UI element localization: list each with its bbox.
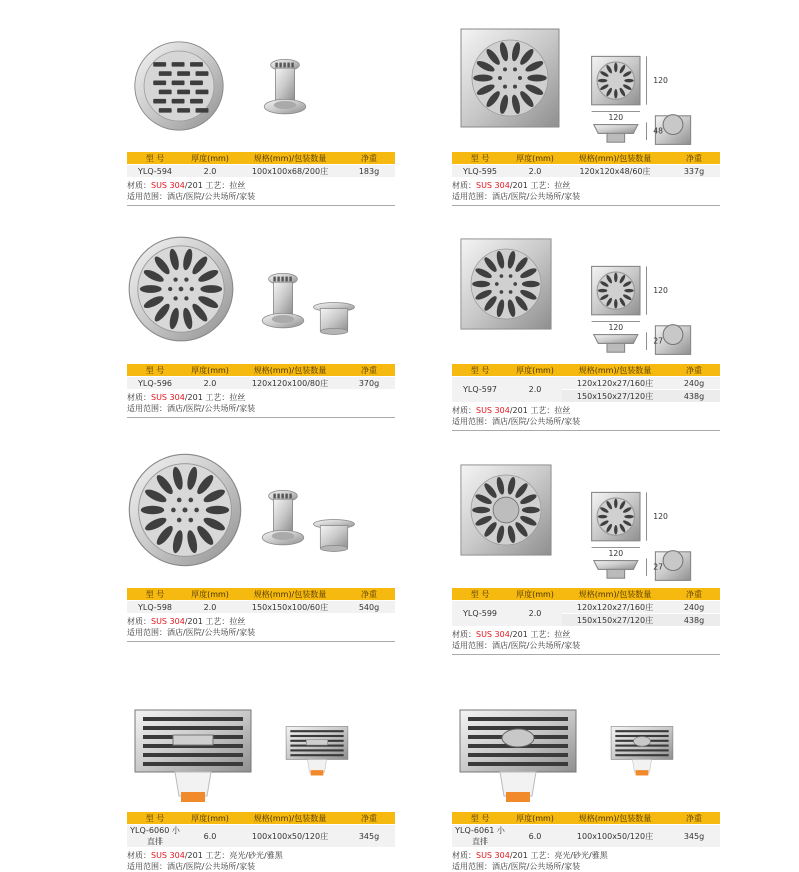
spec-cell: 120x120x27/160庄 bbox=[562, 377, 668, 390]
craft-value: 拉丝 bbox=[229, 393, 246, 402]
spec-cell: 120x120x27/160庄 bbox=[562, 601, 668, 614]
material-grade: SUS 304 bbox=[476, 630, 510, 639]
product-images bbox=[452, 700, 720, 810]
scope-label: 适用范围： bbox=[452, 862, 492, 871]
weight-cell: 438g bbox=[668, 614, 720, 627]
material-line bbox=[127, 616, 395, 627]
spec-header-row bbox=[452, 588, 720, 601]
divider bbox=[127, 205, 395, 206]
spec-table bbox=[127, 588, 395, 613]
dimension-drawing bbox=[584, 488, 696, 598]
model-header: 型 号 bbox=[452, 812, 508, 825]
round-grate-image bbox=[127, 452, 243, 568]
dimension-drawing bbox=[584, 52, 696, 162]
round-grate-image bbox=[127, 235, 235, 343]
scope-line bbox=[452, 640, 720, 651]
spec-table bbox=[452, 588, 720, 626]
model-header: 型 号 bbox=[127, 812, 183, 825]
dim-width-label: 120 bbox=[608, 323, 624, 333]
scope-value: 酒店/医院/公共场所/家装 bbox=[167, 628, 256, 637]
material-grade: SUS 304 bbox=[476, 851, 510, 860]
scope-line bbox=[127, 403, 395, 414]
table-row bbox=[452, 377, 720, 390]
material-label: 材质： bbox=[452, 406, 476, 415]
craft-label: 工艺： bbox=[530, 630, 555, 639]
thickness-header: 厚度(mm) bbox=[183, 152, 237, 165]
spec-cell: 150x150x27/120庄 bbox=[562, 614, 668, 627]
scope-label: 适用范围： bbox=[127, 628, 167, 637]
material-alt-grade: /201 bbox=[509, 181, 528, 190]
material-alt-grade: /201 bbox=[184, 181, 203, 190]
material-line bbox=[452, 850, 720, 861]
weight-header: 净重 bbox=[343, 152, 395, 165]
spec-table-block bbox=[127, 364, 395, 418]
thickness-header: 厚度(mm) bbox=[508, 364, 562, 377]
model-header: 型 号 bbox=[452, 588, 508, 601]
scope-label: 适用范围： bbox=[452, 417, 492, 426]
divider bbox=[127, 417, 395, 418]
thickness-cell: 2.0 bbox=[183, 377, 237, 390]
material-grade: SUS 304 bbox=[151, 617, 185, 626]
dim-height-label: 120 bbox=[653, 75, 668, 85]
thickness-header: 厚度(mm) bbox=[508, 588, 562, 601]
spec-header: 规格(mm)/包装数量 bbox=[562, 152, 668, 165]
craft-label: 工艺： bbox=[530, 406, 555, 415]
material-label: 材质： bbox=[127, 851, 151, 860]
table-row bbox=[452, 825, 720, 848]
divider bbox=[452, 430, 720, 431]
material-grade: SUS 304 bbox=[476, 181, 510, 190]
spec-header: 规格(mm)/包装数量 bbox=[562, 364, 668, 377]
scope-label: 适用范围： bbox=[127, 192, 167, 201]
model-cell: YLQ-594 bbox=[127, 165, 183, 178]
thickness-cell: 2.0 bbox=[508, 601, 562, 627]
trap-core-image bbox=[261, 56, 309, 122]
model-cell: YLQ-596 bbox=[127, 377, 183, 390]
scope-line bbox=[452, 861, 720, 872]
linear-drain-image bbox=[133, 708, 253, 808]
scope-value: 酒店/医院/公共场所/家装 bbox=[167, 862, 256, 871]
model-header: 型 号 bbox=[452, 152, 508, 165]
material-alt-grade: /201 bbox=[184, 617, 203, 626]
thickness-header: 厚度(mm) bbox=[183, 588, 237, 601]
product-images bbox=[452, 464, 720, 574]
spec-table-block bbox=[452, 364, 720, 431]
spec-header-row bbox=[127, 588, 395, 601]
deodorant-can-image bbox=[311, 301, 357, 339]
scope-value: 酒店/医院/公共场所/家装 bbox=[167, 192, 256, 201]
scope-label: 适用范围： bbox=[127, 862, 167, 871]
product-images bbox=[127, 452, 395, 562]
scope-value: 酒店/医院/公共场所/家装 bbox=[167, 404, 256, 413]
spec-table bbox=[127, 812, 395, 847]
model-header: 型 号 bbox=[127, 364, 183, 377]
thickness-cell: 2.0 bbox=[508, 377, 562, 403]
material-grade: SUS 304 bbox=[151, 181, 185, 190]
weight-cell: 183g bbox=[343, 165, 395, 178]
material-alt-grade: /201 bbox=[509, 851, 528, 860]
model-header: 型 号 bbox=[452, 364, 508, 377]
material-label: 材质： bbox=[452, 630, 476, 639]
material-grade: SUS 304 bbox=[151, 851, 185, 860]
model-cell: YLQ-598 bbox=[127, 601, 183, 614]
craft-label: 工艺： bbox=[205, 393, 230, 402]
spec-cell: 100x100x50/120庄 bbox=[562, 825, 668, 848]
spec-header: 规格(mm)/包装数量 bbox=[562, 588, 668, 601]
material-line bbox=[127, 180, 395, 191]
spec-header-row bbox=[452, 812, 720, 825]
scope-value: 酒店/医院/公共场所/家装 bbox=[492, 417, 581, 426]
material-line bbox=[127, 850, 395, 861]
spec-header-row bbox=[452, 152, 720, 165]
craft-label: 工艺： bbox=[205, 181, 230, 190]
weight-header: 净重 bbox=[668, 588, 720, 601]
spec-table-block bbox=[127, 152, 395, 206]
divider bbox=[127, 641, 395, 642]
product-images bbox=[127, 235, 395, 345]
scope-line bbox=[127, 191, 395, 202]
material-alt-grade: /201 bbox=[184, 851, 203, 860]
scope-line bbox=[127, 861, 395, 872]
material-label: 材质： bbox=[452, 181, 476, 190]
material-line bbox=[452, 629, 720, 640]
spec-table-block bbox=[452, 588, 720, 655]
table-row bbox=[452, 165, 720, 178]
craft-value: 拉丝 bbox=[229, 181, 246, 190]
divider bbox=[452, 205, 720, 206]
model-cell: YLQ-6060 小直排 bbox=[127, 825, 183, 848]
spec-header-row bbox=[127, 812, 395, 825]
scope-value: 酒店/医院/公共场所/家装 bbox=[492, 862, 581, 871]
scope-line bbox=[127, 627, 395, 638]
dim-depth-label: 48 bbox=[653, 126, 663, 136]
weight-header: 净重 bbox=[343, 812, 395, 825]
dim-depth-label: 27 bbox=[653, 336, 663, 346]
material-alt-grade: /201 bbox=[509, 630, 528, 639]
thickness-header: 厚度(mm) bbox=[508, 152, 562, 165]
spec-table-block bbox=[452, 152, 720, 206]
spec-table bbox=[452, 152, 720, 177]
spec-cell: 100x100x50/120庄 bbox=[237, 825, 343, 848]
scope-label: 适用范围： bbox=[452, 641, 492, 650]
weight-cell: 337g bbox=[668, 165, 720, 178]
craft-label: 工艺： bbox=[530, 851, 555, 860]
weight-cell: 438g bbox=[668, 390, 720, 403]
model-cell: YLQ-599 bbox=[452, 601, 508, 627]
weight-cell: 240g bbox=[668, 601, 720, 614]
product-images bbox=[452, 238, 720, 348]
scope-label: 适用范围： bbox=[452, 192, 492, 201]
craft-label: 工艺： bbox=[205, 851, 230, 860]
spec-table bbox=[452, 364, 720, 402]
spec-cell: 120x120x100/80庄 bbox=[237, 377, 343, 390]
dim-height-label: 120 bbox=[653, 285, 668, 295]
product-images bbox=[127, 40, 395, 150]
product-images bbox=[127, 700, 395, 810]
weight-cell: 370g bbox=[343, 377, 395, 390]
material-label: 材质： bbox=[127, 181, 151, 190]
table-row bbox=[452, 601, 720, 614]
spec-header: 规格(mm)/包装数量 bbox=[562, 812, 668, 825]
thickness-cell: 2.0 bbox=[183, 165, 237, 178]
spec-header: 规格(mm)/包装数量 bbox=[237, 364, 343, 377]
table-row bbox=[127, 825, 395, 848]
scope-line bbox=[452, 416, 720, 427]
material-grade: SUS 304 bbox=[151, 393, 185, 402]
spec-header: 规格(mm)/包装数量 bbox=[237, 152, 343, 165]
weight-header: 净重 bbox=[668, 812, 720, 825]
thickness-header: 厚度(mm) bbox=[508, 812, 562, 825]
spec-header: 规格(mm)/包装数量 bbox=[237, 812, 343, 825]
thickness-cell: 2.0 bbox=[183, 601, 237, 614]
divider bbox=[452, 654, 720, 655]
material-label: 材质： bbox=[452, 851, 476, 860]
scope-value: 酒店/医院/公共场所/家装 bbox=[492, 641, 581, 650]
table-row bbox=[127, 601, 395, 614]
table-row bbox=[127, 165, 395, 178]
thickness-cell: 6.0 bbox=[508, 825, 562, 848]
spec-header-row bbox=[452, 364, 720, 377]
spec-header-row bbox=[127, 152, 395, 165]
craft-value: 亮光/砂光/雅黑 bbox=[554, 851, 608, 860]
spec-table bbox=[127, 152, 395, 177]
material-label: 材质： bbox=[127, 393, 151, 402]
square-grate-image bbox=[460, 238, 552, 330]
model-header: 型 号 bbox=[127, 152, 183, 165]
linear-drain-parts-image bbox=[610, 724, 674, 780]
thickness-header: 厚度(mm) bbox=[183, 364, 237, 377]
spec-table-block bbox=[127, 812, 395, 872]
thickness-cell: 2.0 bbox=[508, 165, 562, 178]
material-grade: SUS 304 bbox=[476, 406, 510, 415]
material-line bbox=[127, 392, 395, 403]
spec-table-block bbox=[127, 588, 395, 642]
weight-header: 净重 bbox=[668, 152, 720, 165]
scope-line bbox=[452, 191, 720, 202]
dim-height-label: 120 bbox=[653, 511, 668, 521]
thickness-header: 厚度(mm) bbox=[183, 812, 237, 825]
spec-table bbox=[452, 812, 720, 847]
weight-header: 净重 bbox=[343, 364, 395, 377]
scope-value: 酒店/医院/公共场所/家装 bbox=[492, 192, 581, 201]
craft-value: 拉丝 bbox=[554, 630, 571, 639]
dim-width-label: 120 bbox=[608, 549, 624, 559]
product-images bbox=[452, 28, 720, 138]
thickness-cell: 6.0 bbox=[183, 825, 237, 848]
spec-table bbox=[127, 364, 395, 389]
weight-cell: 540g bbox=[343, 601, 395, 614]
craft-value: 亮光/砂光/雅黑 bbox=[229, 851, 283, 860]
weight-cell: 240g bbox=[668, 377, 720, 390]
material-line bbox=[452, 405, 720, 416]
dim-width-label: 120 bbox=[608, 113, 624, 123]
square-grate-image bbox=[460, 464, 552, 556]
craft-value: 拉丝 bbox=[229, 617, 246, 626]
weight-header: 净重 bbox=[343, 588, 395, 601]
spec-header-row bbox=[127, 364, 395, 377]
weight-header: 净重 bbox=[668, 364, 720, 377]
weight-cell: 345g bbox=[343, 825, 395, 848]
spec-table-block bbox=[452, 812, 720, 872]
spec-cell: 120x120x48/60庄 bbox=[562, 165, 668, 178]
model-cell: YLQ-595 bbox=[452, 165, 508, 178]
dim-depth-label: 27 bbox=[653, 562, 663, 572]
craft-value: 拉丝 bbox=[554, 406, 571, 415]
deodorant-can-image bbox=[311, 518, 357, 556]
craft-value: 拉丝 bbox=[554, 181, 571, 190]
model-cell: YLQ-6061 小直排 bbox=[452, 825, 508, 848]
linear-drain-parts-image bbox=[285, 724, 349, 780]
dimension-drawing bbox=[584, 262, 696, 372]
spec-cell: 100x100x68/200庄 bbox=[237, 165, 343, 178]
weight-cell: 345g bbox=[668, 825, 720, 848]
material-label: 材质： bbox=[127, 617, 151, 626]
model-cell: YLQ-597 bbox=[452, 377, 508, 403]
linear-drain-image bbox=[458, 708, 578, 808]
material-alt-grade: /201 bbox=[509, 406, 528, 415]
scope-label: 适用范围： bbox=[127, 404, 167, 413]
table-row bbox=[127, 377, 395, 390]
spec-cell: 150x150x27/120庄 bbox=[562, 390, 668, 403]
trap-core-image bbox=[259, 269, 307, 337]
spec-header: 规格(mm)/包装数量 bbox=[237, 588, 343, 601]
slotted-round-grate-image bbox=[133, 40, 225, 132]
square-grate-image bbox=[460, 28, 560, 128]
craft-label: 工艺： bbox=[205, 617, 230, 626]
trap-core-image bbox=[259, 486, 307, 554]
craft-label: 工艺： bbox=[530, 181, 555, 190]
material-alt-grade: /201 bbox=[184, 393, 203, 402]
material-line bbox=[452, 180, 720, 191]
spec-cell: 150x150x100/60庄 bbox=[237, 601, 343, 614]
model-header: 型 号 bbox=[127, 588, 183, 601]
